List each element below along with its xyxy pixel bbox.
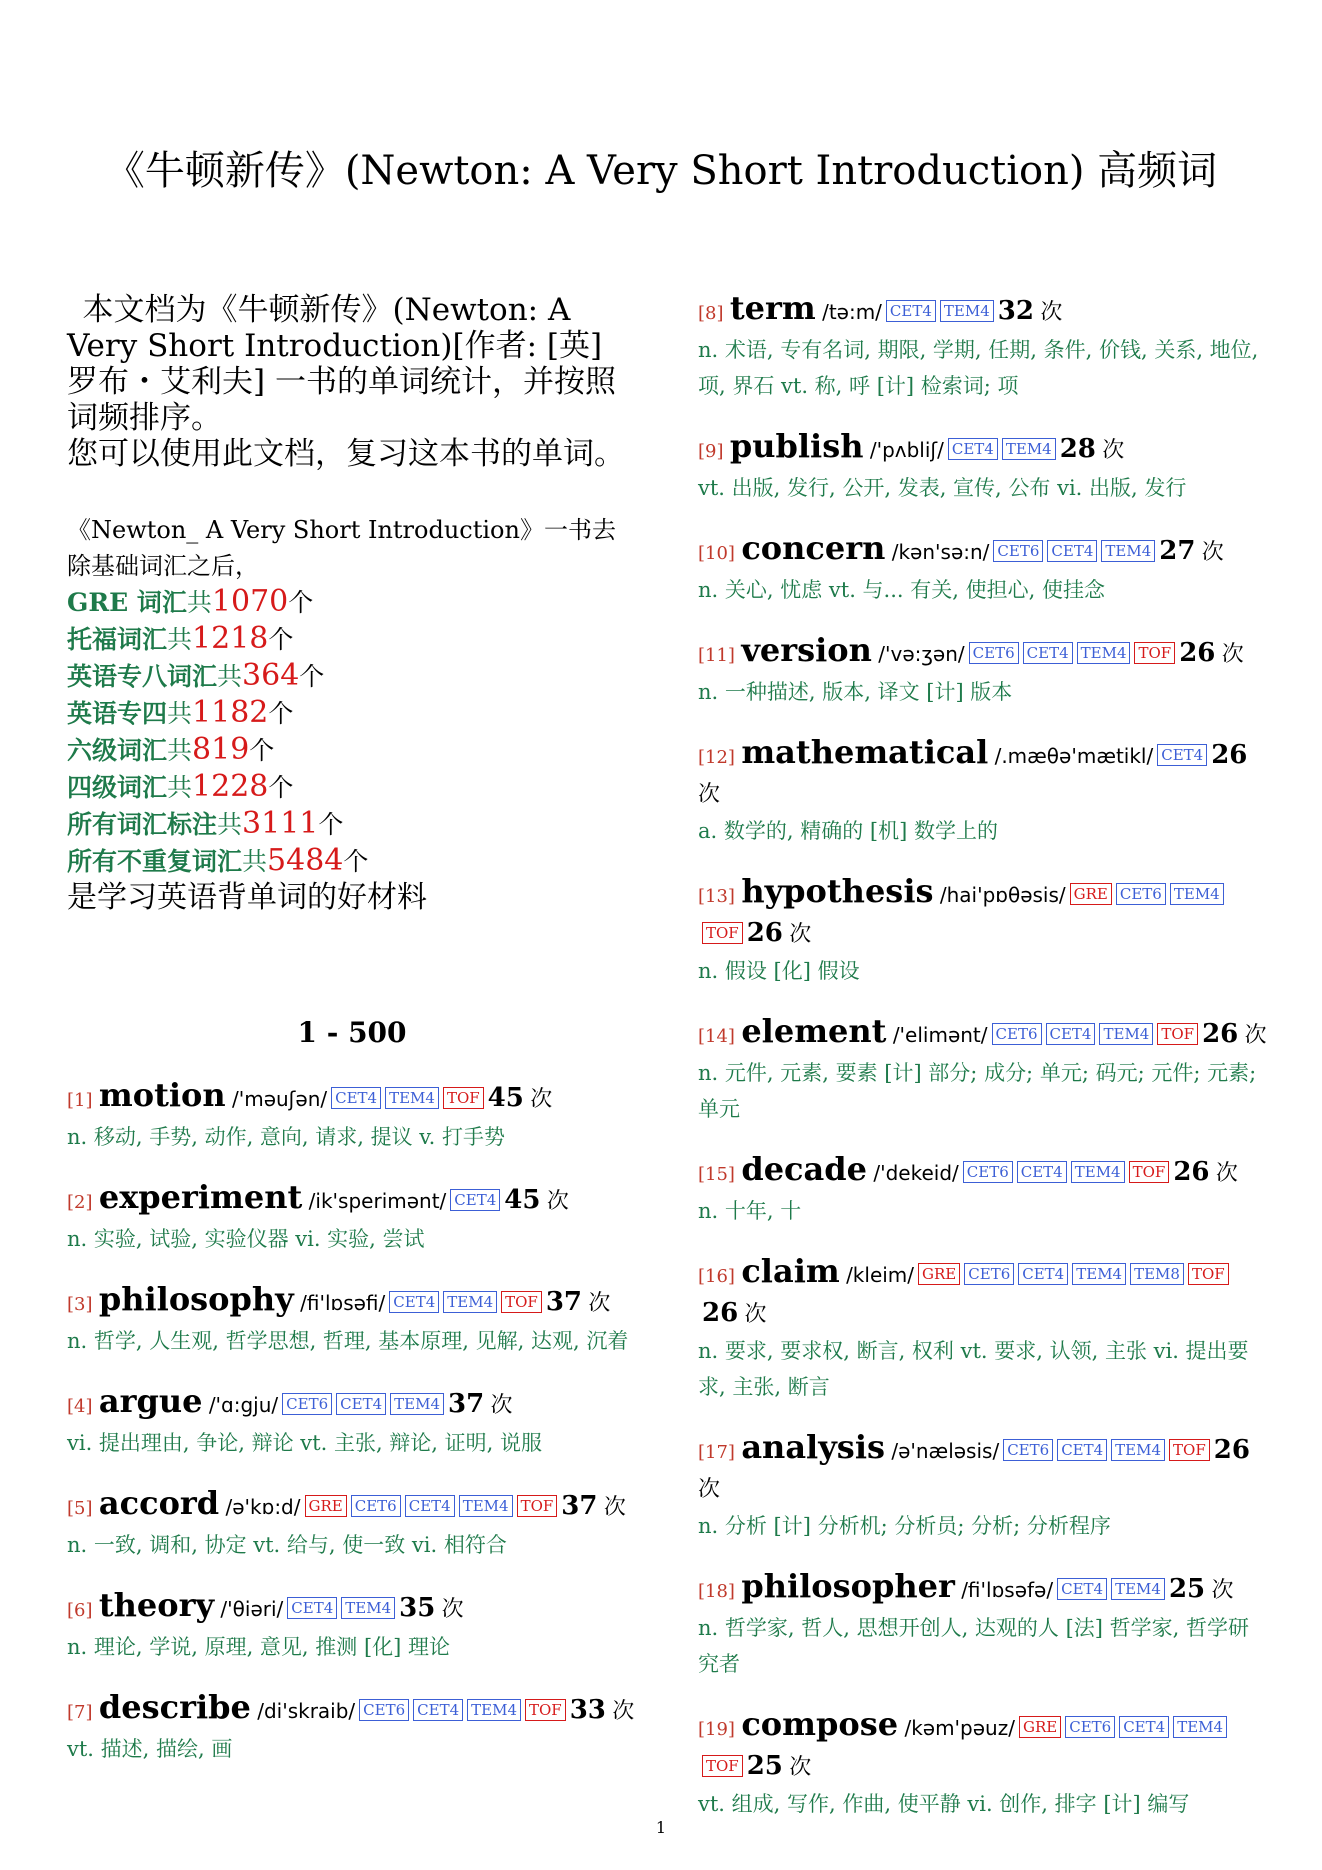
intro-line-1: 本文档为《牛顿新传》(Newton: A Very Short Introduction)[作者: [英] 罗布・艾利夫] 一书的单词统计，并按照词频排序。 (67, 292, 616, 436)
entry-word: describe (98, 1688, 251, 1726)
times-suffix: 次 (490, 1393, 513, 1418)
times-suffix: 次 (1102, 438, 1125, 463)
entry-definition: n. 一种描述, 版本, 译文 [计] 版本 (698, 680, 1013, 704)
entry-definition: vt. 描述, 描绘, 画 (67, 1737, 233, 1761)
word-entry (698, 873, 1268, 989)
entry-phonetic: /ik'sperimənt/ (308, 1189, 447, 1213)
entry-phonetic: /'dekeid/ (873, 1161, 959, 1185)
entry-index: [4] (67, 1396, 93, 1417)
exam-tag-badge: TEM4 (1077, 642, 1131, 664)
exam-tag-badge: CET4 (287, 1597, 337, 1619)
exam-tag-badge: TOF (525, 1699, 566, 1721)
word-entry (67, 1587, 637, 1665)
exam-tag-badge: TEM4 (459, 1495, 513, 1517)
times-suffix: 次 (588, 1291, 611, 1316)
exam-tag-badge: TOF (501, 1291, 542, 1313)
times-suffix: 次 (603, 1495, 626, 1520)
entry-count: 33 (569, 1695, 606, 1725)
entry-index: [5] (67, 1498, 93, 1519)
entry-definition: n. 实验, 试验, 实验仪器 vi. 实验, 尝试 (67, 1227, 425, 1251)
entry-head (698, 530, 1268, 572)
exam-tag-badge: TEM4 (390, 1393, 444, 1415)
word-entry (67, 1179, 637, 1257)
entry-word: philosopher (741, 1567, 955, 1605)
entry-head (67, 1383, 637, 1425)
exam-tag-badge: CET4 (1057, 1439, 1107, 1461)
exam-tag-badge: TOF (1129, 1161, 1170, 1183)
exam-tag-badge: CET6 (964, 1263, 1014, 1285)
stat-label: 所有词汇标注 (67, 810, 218, 839)
entry-definition: vt. 出版, 发行, 公开, 发表, 宣传, 公布 vi. 出版, 发行 (698, 476, 1187, 500)
exam-tag-badge: TEM4 (385, 1087, 439, 1109)
stat-row (67, 732, 637, 769)
exam-tag-badge: TOF (702, 1755, 743, 1777)
entry-index: [16] (698, 1266, 735, 1287)
entry-definition: n. 理论, 学说, 原理, 意见, 推测 [化] 理论 (67, 1635, 451, 1659)
stat-gong: 共 (186, 588, 212, 617)
entry-word: theory (98, 1586, 215, 1624)
entry-phonetic: /'və:ʒən/ (878, 642, 965, 666)
intro (67, 292, 637, 472)
exam-tag-badge: GRE (1070, 883, 1112, 905)
stat-row (67, 806, 637, 843)
entry-index: [15] (698, 1164, 735, 1185)
entry-word: term (729, 289, 816, 327)
times-suffix: 次 (744, 1302, 767, 1327)
stats-rows (67, 584, 637, 880)
entry-word: compose (741, 1705, 899, 1743)
entry-count: 35 (399, 1593, 436, 1623)
exam-tag-badge: TEM8 (1130, 1263, 1184, 1285)
exam-tag-badge: TEM4 (1111, 1439, 1165, 1461)
exam-tag-badge: TOF (702, 922, 743, 944)
stat-unit: 个 (343, 847, 369, 876)
entry-count: 26 (1173, 1157, 1210, 1187)
entry-word: concern (741, 529, 886, 567)
entry-phonetic: /'pʌbliʃ/ (869, 438, 944, 462)
exam-tag-badge: TEM4 (443, 1291, 497, 1313)
times-suffix: 次 (1040, 300, 1063, 325)
entry-word: accord (98, 1484, 220, 1522)
entry-head (67, 1077, 637, 1119)
entry-head (698, 1013, 1268, 1055)
exam-tag-badge: CET4 (413, 1699, 463, 1721)
entry-phonetic: /tə:m/ (822, 300, 882, 324)
entry-head (698, 1706, 1268, 1786)
times-suffix: 次 (789, 922, 812, 947)
stat-count: 1182 (192, 695, 269, 730)
entry-phonetic: /'ɑ:gju/ (208, 1393, 279, 1417)
times-suffix: 次 (1215, 1161, 1238, 1186)
exam-tag-badge: CET4 (1018, 1263, 1068, 1285)
stat-label: 英语专八词汇 (67, 662, 218, 691)
entry-count: 37 (561, 1491, 598, 1521)
exam-tag-badge: TEM4 (467, 1699, 521, 1721)
entry-definition: n. 假设 [化] 假设 (698, 959, 860, 983)
stat-row (67, 695, 637, 732)
word-entry (698, 428, 1268, 506)
exam-tag-badge: TOF (1188, 1263, 1229, 1285)
entry-count: 45 (504, 1185, 541, 1215)
stats-lead: 《Newton_ A Very Short Introduction》一书去除基础词汇之后， (67, 516, 616, 580)
times-suffix: 次 (1201, 540, 1224, 565)
exam-tag-badge: CET4 (1023, 642, 1073, 664)
exam-tag-badge: CET4 (948, 438, 998, 460)
entry-count: 26 (1213, 1435, 1250, 1465)
exam-tag-badge: TOF (1169, 1439, 1210, 1461)
stat-label: 四级词汇 (67, 773, 168, 802)
exam-tag-badge: TOF (1157, 1023, 1198, 1045)
word-entry (698, 1013, 1268, 1127)
entry-head (698, 1253, 1268, 1333)
times-suffix: 次 (789, 1755, 812, 1780)
entry-word: experiment (98, 1178, 303, 1216)
times-suffix: 次 (441, 1597, 464, 1622)
exam-tag-badge: CET4 (1057, 1578, 1107, 1600)
entry-definition: n. 一致, 调和, 协定 vt. 给与, 使一致 vi. 相符合 (67, 1533, 507, 1557)
word-entry (698, 1253, 1268, 1405)
exam-tag-badge: CET4 (389, 1291, 439, 1313)
exam-tag-badge: CET4 (450, 1189, 500, 1211)
exam-tag-badge: TEM4 (1071, 1161, 1125, 1183)
left-column (67, 292, 637, 1791)
exam-tag-badge: CET6 (963, 1161, 1013, 1183)
exam-tag-badge: CET6 (1065, 1716, 1115, 1738)
stat-count: 5484 (267, 843, 344, 878)
word-entry (698, 1568, 1268, 1682)
entry-head (698, 1568, 1268, 1610)
entry-definition: n. 分析 [计] 分析机; 分析员; 分析; 分析程序 (698, 1514, 1111, 1538)
entry-definition: n. 术语, 专有名词, 期限, 学期, 任期, 条件, 价钱, 关系, 地位, 项, 界石 vt. 称, 呼 [计] 检索词; 项 (698, 338, 1259, 398)
word-entry (67, 1077, 637, 1155)
entry-index: [7] (67, 1702, 93, 1723)
word-entry (698, 1706, 1268, 1822)
word-entry (67, 1383, 637, 1461)
entry-index: [6] (67, 1600, 93, 1621)
entry-head (698, 734, 1268, 813)
entry-head (698, 290, 1268, 332)
stat-row (67, 658, 637, 695)
entry-index: [2] (67, 1192, 93, 1213)
exam-tag-badge: CET4 (1157, 744, 1207, 766)
entry-phonetic: /fi'lɒsəfə/ (961, 1578, 1054, 1602)
entry-count: 26 (702, 1298, 739, 1328)
times-suffix: 次 (612, 1699, 635, 1724)
entry-word: argue (98, 1382, 203, 1420)
exam-tag-badge: CET4 (405, 1495, 455, 1517)
entry-count: 28 (1059, 434, 1096, 464)
exam-tag-badge: CET4 (1119, 1716, 1169, 1738)
stat-row (67, 584, 637, 621)
entry-word: element (741, 1012, 887, 1050)
exam-tag-badge: GRE (918, 1263, 960, 1285)
entry-count: 25 (746, 1751, 783, 1781)
right-column (698, 290, 1268, 1846)
entry-head (698, 873, 1268, 953)
stat-count: 819 (192, 732, 250, 767)
word-entry (698, 1429, 1268, 1544)
entry-phonetic: /'elimənt/ (892, 1023, 988, 1047)
exam-tag-badge: CET6 (1116, 883, 1166, 905)
vocab-stats (67, 512, 637, 916)
intro-line-2: 您可以使用此文档，复习这本书的单词。 (67, 436, 625, 472)
stat-label: GRE 词汇 (67, 588, 187, 617)
entry-phonetic: /di'skraib/ (257, 1699, 356, 1723)
exam-tag-badge: CET6 (969, 642, 1019, 664)
entry-index: [9] (698, 441, 724, 462)
word-entry (67, 1281, 637, 1359)
entry-definition: n. 关心, 忧虑 vt. 与... 有关, 使担心, 使挂念 (698, 578, 1105, 602)
exam-tag-badge: CET4 (336, 1393, 386, 1415)
times-suffix: 次 (530, 1087, 553, 1112)
entry-word: claim (741, 1252, 840, 1290)
times-suffix: 次 (1211, 1578, 1234, 1603)
entry-phonetic: /'məuʃən/ (231, 1087, 328, 1111)
exam-tag-badge: GRE (305, 1495, 347, 1517)
entry-count: 37 (545, 1287, 583, 1317)
document-title: 《牛顿新传》(Newton: A Very Short Introduction) 高频词 (104, 148, 1218, 194)
page-number: 1 (655, 1818, 667, 1837)
entry-definition: n. 元件, 元素, 要素 [计] 部分; 成分; 单元; 码元; 元件; 元素; 单元 (698, 1061, 1257, 1121)
entry-index: [8] (698, 303, 724, 324)
stat-unit: 个 (318, 810, 344, 839)
stat-unit: 个 (249, 736, 275, 765)
entry-head (698, 428, 1268, 470)
entry-index: [19] (698, 1719, 735, 1740)
entry-word: version (741, 631, 872, 669)
word-entry (698, 530, 1268, 608)
entry-head (67, 1281, 637, 1323)
entry-phonetic: /kleim/ (846, 1263, 915, 1287)
word-entry (698, 290, 1268, 404)
times-suffix: 次 (698, 1477, 721, 1502)
stat-count: 1218 (192, 621, 269, 656)
stat-gong: 共 (242, 847, 268, 876)
word-entry (698, 734, 1268, 849)
word-entry (67, 1689, 637, 1767)
entry-word: decade (741, 1150, 867, 1188)
entry-definition: n. 移动, 手势, 动作, 意向, 请求, 提议 v. 打手势 (67, 1125, 506, 1149)
entry-head (67, 1179, 637, 1221)
entry-index: [14] (698, 1026, 735, 1047)
entry-phonetic: /kəm'pəuz/ (904, 1716, 1015, 1740)
entry-definition: n. 十年, 十 (698, 1199, 802, 1223)
exam-tag-badge: CET4 (1046, 1023, 1096, 1045)
entry-word: mathematical (741, 733, 989, 771)
entry-count: 26 (746, 918, 783, 948)
stats-tagline: 是学习英语背单词的好材料 (67, 880, 427, 915)
exam-tag-badge: TEM4 (940, 300, 994, 322)
range-heading: 1 - 500 (297, 1016, 407, 1049)
entry-head (698, 1151, 1268, 1193)
stat-gong: 共 (167, 625, 193, 654)
stat-gong: 共 (167, 699, 193, 728)
stat-unit: 个 (299, 662, 325, 691)
entry-word: motion (98, 1076, 226, 1114)
entry-head (67, 1689, 637, 1731)
exam-tag-badge: TEM4 (341, 1597, 395, 1619)
exam-tag-badge: CET6 (992, 1023, 1042, 1045)
entry-head (67, 1485, 637, 1527)
entry-phonetic: /hai'pɒθəsis/ (939, 883, 1066, 907)
stat-label: 六级词汇 (67, 736, 168, 765)
exam-tag-badge: TOF (443, 1087, 484, 1109)
stat-gong: 共 (167, 736, 193, 765)
entry-count: 45 (487, 1083, 524, 1113)
entry-count: 26 (1211, 740, 1248, 770)
stat-count: 1070 (211, 584, 289, 619)
exam-tag-badge: TEM4 (1170, 883, 1224, 905)
entry-index: [13] (698, 886, 735, 907)
stat-gong: 共 (167, 773, 193, 802)
exam-tag-badge: TEM4 (1101, 540, 1155, 562)
stat-gong: 共 (217, 810, 243, 839)
times-suffix: 次 (546, 1189, 569, 1214)
entry-count: 27 (1159, 536, 1196, 566)
stat-row (67, 769, 637, 806)
entry-word: hypothesis (741, 872, 934, 910)
entry-phonetic: /kən'sə:n/ (891, 540, 990, 564)
entry-head (698, 1429, 1268, 1508)
word-entry (67, 1485, 637, 1563)
stat-unit: 个 (268, 625, 294, 654)
stat-unit: 个 (268, 773, 294, 802)
entry-count: 32 (997, 296, 1034, 326)
entry-index: [3] (67, 1294, 93, 1315)
times-suffix: 次 (1221, 642, 1244, 667)
entry-phonetic: /ə'næləsis/ (891, 1439, 1000, 1463)
entry-definition: a. 数学的, 精确的 [机] 数学上的 (698, 819, 998, 843)
stat-count: 364 (242, 658, 300, 693)
entry-count: 37 (447, 1389, 485, 1419)
stat-row (67, 843, 637, 880)
entry-index: [11] (698, 645, 735, 666)
entry-count: 26 (1202, 1019, 1239, 1049)
entry-definition: n. 哲学家, 哲人, 思想开创人, 达观的人 [法] 哲学家, 哲学研究者 (698, 1616, 1250, 1676)
exam-tag-badge: CET4 (331, 1087, 381, 1109)
word-entry (698, 632, 1268, 710)
stat-count: 1228 (192, 769, 269, 804)
entry-word: philosophy (98, 1280, 294, 1318)
exam-tag-badge: GRE (1019, 1716, 1061, 1738)
times-suffix: 次 (698, 782, 721, 807)
exam-tag-badge: CET6 (993, 540, 1043, 562)
word-list-right (698, 290, 1268, 1822)
entry-word: analysis (741, 1428, 885, 1466)
exam-tag-badge: TOF (1134, 642, 1175, 664)
stat-unit: 个 (268, 699, 294, 728)
stat-gong: 共 (217, 662, 243, 691)
exam-tag-badge: TEM4 (1072, 1263, 1126, 1285)
entry-phonetic: /fi'lɒsəfi/ (300, 1291, 386, 1315)
exam-tag-badge: TEM4 (1173, 1716, 1227, 1738)
entry-phonetic: /ə'kɒ:d/ (225, 1495, 301, 1519)
entry-index: [18] (698, 1581, 735, 1602)
entry-index: [1] (67, 1090, 93, 1111)
exam-tag-badge: TEM4 (1099, 1023, 1153, 1045)
stat-label: 所有不重复词汇 (67, 847, 243, 876)
entry-word: publish (729, 427, 864, 465)
exam-tag-badge: CET6 (1003, 1439, 1053, 1461)
stat-count: 3111 (242, 806, 319, 841)
entry-count: 26 (1179, 638, 1216, 668)
exam-tag-badge: CET4 (1047, 540, 1097, 562)
exam-tag-badge: TEM4 (1111, 1578, 1165, 1600)
entry-head (67, 1587, 637, 1629)
exam-tag-badge: CET4 (886, 300, 936, 322)
entry-head (698, 632, 1268, 674)
entry-index: [10] (698, 543, 735, 564)
stat-row (67, 621, 637, 658)
exam-tag-badge: CET6 (359, 1699, 409, 1721)
exam-tag-badge: TEM4 (1002, 438, 1056, 460)
entry-definition: n. 要求, 要求权, 断言, 权利 vt. 要求, 认领, 主张 vi. 提出要求, 主张, 断言 (698, 1339, 1249, 1399)
exam-tag-badge: CET6 (351, 1495, 401, 1517)
exam-tag-badge: TOF (517, 1495, 558, 1517)
entry-index: [17] (698, 1442, 735, 1463)
stat-label: 英语专四 (67, 699, 168, 728)
stat-unit: 个 (288, 588, 314, 617)
word-list-left (67, 1077, 637, 1767)
entry-count: 25 (1168, 1574, 1206, 1604)
times-suffix: 次 (1244, 1023, 1267, 1048)
word-entry (698, 1151, 1268, 1229)
entry-phonetic: /'θiəri/ (220, 1597, 284, 1621)
exam-tag-badge: CET4 (1017, 1161, 1067, 1183)
entry-index: [12] (698, 747, 735, 768)
entry-definition: vt. 组成, 写作, 作曲, 使平静 vi. 创作, 排字 [计] 编写 (698, 1792, 1190, 1816)
entry-phonetic: /.mæθə'mætikl/ (994, 744, 1154, 768)
entry-definition: vi. 提出理由, 争论, 辩论 vt. 主张, 辩论, 证明, 说服 (67, 1431, 543, 1455)
exam-tag-badge: CET6 (282, 1393, 332, 1415)
stat-label: 托福词汇 (67, 625, 168, 654)
entry-definition: n. 哲学, 人生观, 哲学思想, 哲理, 基本原理, 见解, 达观, 沉着 (67, 1329, 629, 1353)
